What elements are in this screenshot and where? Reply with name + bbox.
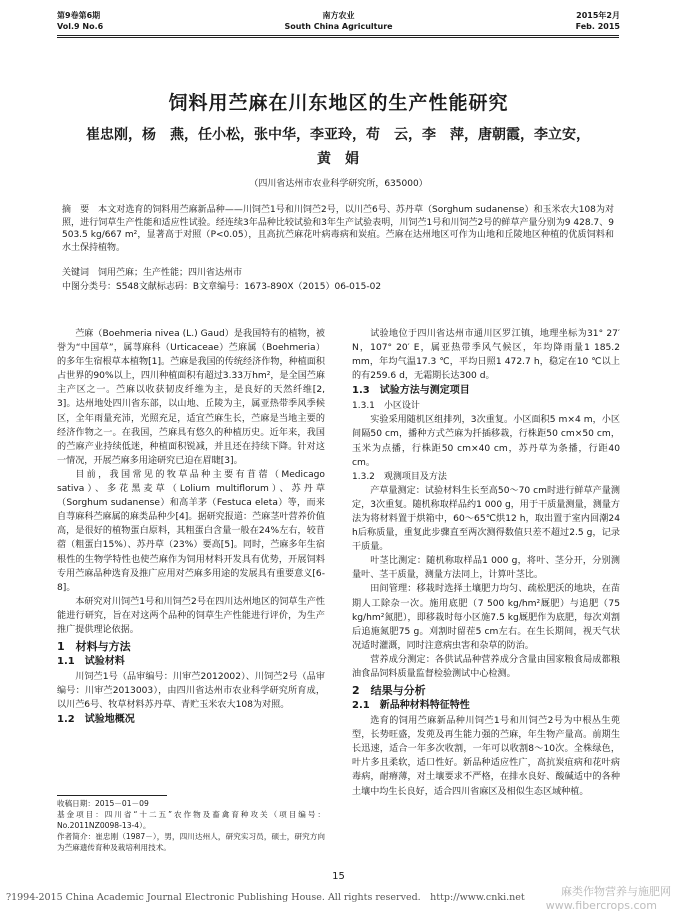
- header-rule: [57, 35, 619, 36]
- watermark-text: 麻类作物营养与施肥网: [561, 885, 671, 898]
- author-list-line1: 崔忠刚，杨 燕，任小松，张中华，李亚玲，苟 云，李 萍，唐朝霞，李立安，: [86, 127, 590, 143]
- materials-paragraph: 川饲苎1号（品审编号：川审苎2012002）、川饲苎2号（品审编号：川审苎2013003），由四川省达州市农业科学研究所育成，以川苎6号、牧草材料苏丹草、青贮玉米农大108为对照。: [57, 672, 325, 711]
- intro-paragraph-1: 苎麻（Boehmeria nivea (L.) Gaud）是我国特有的植物，被誉为“中国草”，属荨麻科（Urticaceae）苎麻属（Boehmeria）的多年生宿根草本植物[1]。苎麻是我国的传统经济作物，种植面积占世界的90%以上，四川种植面积有超过3.33万hm²，是全国苎麻主产区之一。苎麻以收获韧皮纤维为主，是良好的天然纤维[2, 3]。达州地处四川省东部，以山地、丘陵为主，属亚热带季风季候区，全年雨量充沛，光照充足，适宜苎麻生长，苎麻是当地主要的经济作物之一。在我国，苎麻具有悠久的种植历史。近年来，我国的苎麻产业持续低迷，种植面积锐减，并且还在持续下降。针对这一情况，开展苎麻多用途研究已迫在眉睫[3]。: [57, 329, 325, 466]
- plot-design-paragraph: 实验采用随机区组排列，3次重复。小区面积5 m×4 m，小区间隔50 cm，播种方式苎麻为扦插移栽，行株距50 cm×50 cm，玉米为点播，行株距50 cm×40 cm，苏丹草为条播，行距40 cm。: [352, 415, 620, 468]
- intro-paragraph-3: 本研究对川饲苎1号和川饲苎2号在四川达州地区的饲草生产性能进行研究，旨在对这两个品种的饲草生产性能进行评价，为生产推广提供理论依据。: [57, 596, 325, 635]
- left-column: [57, 327, 325, 728]
- right-column: [352, 327, 620, 799]
- section-heading-1-3-2: 1.3.2 观测项目及方法: [352, 471, 447, 482]
- yield-measure-paragraph: 产草量测定：试验材料生长至高50～70 cm时进行鲜草产量测定，3次重复。随机称取样品约1 000 g，用于干质量测量，测量方法为将材料置于烘箱中，60～65℃烘12 h，取出置于室内回潮24 h后称质量，重复此步骤直至两次测得数值只差不超过2.5 g，记录干质量。: [352, 485, 620, 553]
- issue-en: Vol.9 No.6: [57, 22, 104, 31]
- section-heading-1-3: 1.3 试验方法与测定项目: [352, 385, 470, 397]
- section-heading-2-1: 2.1 新品种材料特征特性: [352, 700, 470, 712]
- section-heading-2: 2 结果与分析: [352, 684, 426, 698]
- journal-name-en: South China Agriculture: [284, 22, 393, 31]
- affiliation: （四川省达州市农业科学研究所，635000）: [249, 179, 428, 189]
- nutrition-paragraph: 营养成分测定：各供试品种营养成分含量由国家粮食局成都粮油食品饲料质量监督检验测试中心检测。: [352, 654, 620, 679]
- section-heading-1-1: 1.1 试验材料: [57, 656, 125, 668]
- footnote: [57, 798, 325, 853]
- traits-paragraph: 选育的饲用苎麻新品种川饲苎1号和川饲苎2号为中根丛生蔸型，长势旺盛，发蔸及再生能力强的苎麻，年生物产量高。前期生长迅速，适合一年多次收割，一年可以收割8～10次。全株绿色，叶片多且柔软，适口性好。新品种适应性广，高抗炭疽病和花叶病毒病，耐瘠薄，对土壤要求不严格，在排水良好、酸碱适中的各种土壤中均生长良好，适合四川省麻区及相似生态区域种植。: [352, 716, 620, 797]
- author-bio: 作者简介：崔忠刚（1987－），男，四川达州人，研究实习员，硕士，研究方向为苎麻遗传育种及栽培利用技术。: [57, 832, 325, 852]
- watermark-url: www.fibercrops.com: [545, 899, 657, 912]
- field-management-paragraph: 田间管理：移栽时选择土壤肥力均匀、疏松肥沃的地块，在苗期人工除杂一次。施用底肥（7 500 kg/hm²厩肥）与追肥（75 kg/hm²氮肥），即移栽时每小区施7.5 kg厩肥作为底肥，每次刈割后追施氮肥75 g。刈割时留茬5 cm左右。在生长期间，视天气状况适时灌溉，同时注意病虫害和杂草的防治。: [352, 584, 620, 651]
- paper-title: 饲料用苎麻在川东地区的生产性能研究: [168, 92, 509, 114]
- intro-paragraph-2: 目前，我国常见的牧草品种主要有苜蓿（Medicago sativa）、多花黑麦草（Lolium multiflorum）、苏丹草（Sorghum sudanense）和高羊茅（Festuca eleta）等，而来自荨麻科苎麻属的麻类品种少[4]。据研究报道：苎麻茎叶营养价值高，是很好的植物蛋白原料，其粗蛋白含量一般在24%左右，较苜蓿（粗蛋白15%）、苏丹草（23%）要高[5]。同时，苎麻多年生宿根性的生物学特性也使苎麻作为饲用材料开发具有优势，开展饲料专用苎麻品种选育及推广应用对苎麻多用途的发展具有重要意义[6-8]。: [57, 469, 325, 593]
- section-heading-1-3-1: 1.3.1 小区设计: [352, 401, 420, 412]
- funding-project: 基金项目：四川省“十二五”农作物及畜禽育种攻关（项目编号：No.2011NZ0098-13-4）。: [57, 810, 325, 830]
- journal-date: [576, 10, 620, 32]
- issue-cn: 第9卷第6期: [57, 11, 101, 20]
- section-heading-1-2: 1.2 试验地概况: [57, 714, 135, 726]
- leaf-stem-paragraph: 叶茎比测定：随机称取样品1 000 g，将叶、茎分开，分别测量叶、茎干质量，测量方法同上，计算叶茎比。: [352, 556, 620, 581]
- page-number: 15: [332, 871, 345, 882]
- date-en: Feb. 2015: [575, 22, 620, 31]
- journal-name-cn: 南方农业: [322, 11, 355, 20]
- keywords: 关键词 饲用苎麻；生产性能；四川省达州市: [62, 268, 243, 278]
- abstract: 摘 要 本文对选育的饲料用苎麻新品种——川饲苎1号和川饲苎2号，以川苎6号、苏丹草（Sorghum sudanense）和玉米农大108为对照，进行饲草生产性能和适应性试验。经连续3年品种比较试验和3年生产试验表明，川饲苎1号和川饲苎2号的鲜草产量分别为9 428.7、9 503.5 kg/667 m²，显著高于对照（P<0.05），且高抗苎麻花叶病毒病和炭疽。苎麻在达州地区可作为山地和丘陵地区种植的优质饲料和水土保持植物。: [62, 205, 614, 253]
- classification-numbers: 中图分类号：S548文献标志码：B文章编号：1673-890X（2015）06-015-02: [62, 282, 382, 292]
- footnote-rule: [57, 795, 167, 796]
- section-heading-1: 1 材料与方法: [57, 640, 131, 654]
- author-list-line2: 黄 娟: [317, 151, 359, 167]
- received-date: 收稿日期：2015－01－09: [57, 799, 149, 808]
- header-rule-2: [57, 37, 619, 38]
- site-paragraph: 试验地位于四川省达州市通川区罗江镇，地理坐标为31° 27′ N，107° 20′ E，属亚热带季风气候区，年均降雨量1 185.2 mm，年均气温17.3 ℃，平均日照1 472.7 h，稳定在10 ℃以上的有259.6 d，无霜期长达300 d。: [352, 329, 620, 382]
- date-cn: 2015年2月: [576, 11, 620, 20]
- copyright-footer: ?1994-2015 China Academic Journal Electronic Publishing House. All rights reserved. http://www.cnki.net: [6, 892, 525, 903]
